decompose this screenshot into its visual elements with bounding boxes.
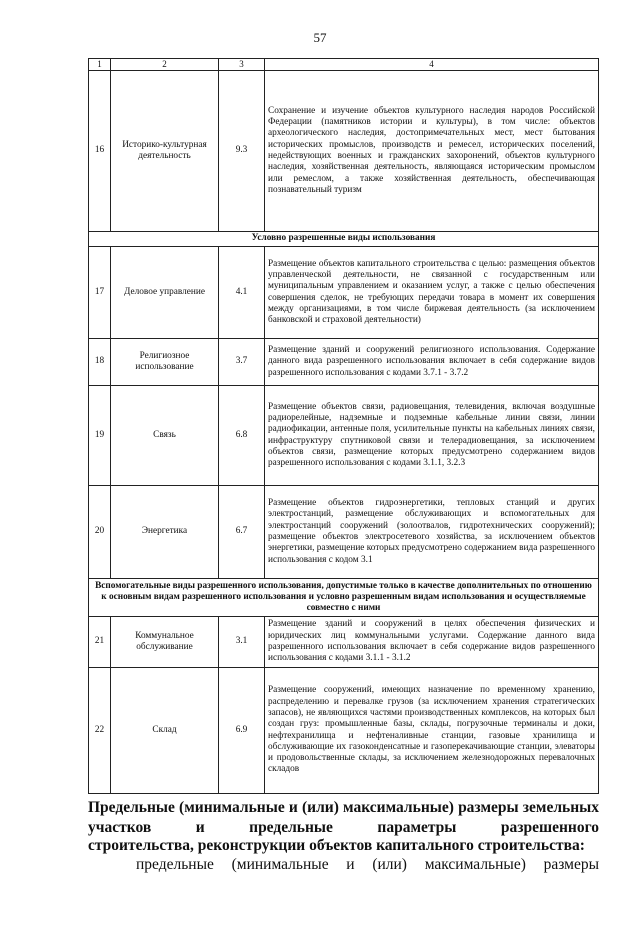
- row-number: 20: [89, 486, 111, 579]
- table-row: [89, 386, 599, 486]
- land-use-code: 6.8: [219, 386, 265, 486]
- land-use-description: Размещение зданий и сооружений религиозного использования. Содержание данного вида разрешенного использования включает в себя содержание видов разрешенного использования с кодами 3.7.1 - 3.7.2: [265, 339, 599, 386]
- land-use-description: Размещение сооружений, имеющих назначение по временному хранению, распределению и перевалке грузов (за исключением хранения стратегических запасов), не являющихся частями производственных комплексов, на которых был создан груз: промышленные базы, склады, погрузочные терминалы и доки, нефтехранилища и нефтеналивные станции, газовые хранилища и обслуживающие их газоконденсатные и газоперекачивающие станции, элеваторы и продовольственные склады, за исключением железнодорожных перевалочных складов: [265, 668, 599, 794]
- land-use-description: Размещение объектов капитального строительства с целью: размещения объектов управленческой деятельности, не связанной с государственным или муниципальным управлением и оказанием услуг, а также с целью обеспечения совершения сделок, не требующих передачи товара в момент их совершения между организациями, в том числе биржевая деятельность (за исключением банковской и страховой деятельности): [265, 247, 599, 339]
- land-use-name: Деловое управление: [111, 247, 219, 339]
- body-paragraph: предельные (минимальные и (или) максимальные) размеры: [136, 856, 599, 873]
- row-number: 19: [89, 386, 111, 486]
- column-header: 1: [89, 59, 111, 71]
- table-row: [89, 617, 599, 668]
- land-use-description: Размещение объектов связи, радиовещания, телевидения, включая воздушные радиорелейные, надземные и подземные кабельные линии связи, линии радиофикации, антенные поля, усилительные пункты на кабельных линиях связи, инфраструктуру спутниковой связи и телерадиовещания, за исключением объектов связи, размещение которых предусмотрено содержанием видов разрешенного использования с кодами 3.1.1, 3.2.3: [265, 386, 599, 486]
- row-number: 17: [89, 247, 111, 339]
- column-header: 2: [111, 59, 219, 71]
- land-use-name: Связь: [111, 386, 219, 486]
- table-row: [89, 486, 599, 579]
- table-row: [89, 71, 599, 232]
- land-use-code: 4.1: [219, 247, 265, 339]
- land-use-code: 6.9: [219, 668, 265, 794]
- table-header-row: [89, 59, 599, 71]
- land-use-name: Религиозное использование: [111, 339, 219, 386]
- row-number: 22: [89, 668, 111, 794]
- column-header: 4: [265, 59, 599, 71]
- section-heading: Предельные (минимальные и (или) максимальные) размеры земельных участков и предельные параметры разрешенного: [88, 799, 599, 836]
- section-row: [89, 232, 599, 247]
- section-title: Условно разрешенные виды использования: [89, 232, 599, 247]
- land-use-name: Историко-культурная деятельность: [111, 71, 219, 232]
- land-use-code: 3.1: [219, 617, 265, 668]
- column-header: 3: [219, 59, 265, 71]
- section-row: [89, 579, 599, 617]
- land-use-name: Коммунальное обслуживание: [111, 617, 219, 668]
- land-use-description: Размещение зданий и сооружений в целях обеспечения физических и юридических лиц коммунальными услугами. Содержание данного вида разрешенного использования включает в себя содержание видов разрешенного использования с кодами 3.1.1 - 3.1.2: [265, 617, 599, 668]
- land-use-code: 3.7: [219, 339, 265, 386]
- land-use-code: 9.3: [219, 71, 265, 232]
- table-row: [89, 247, 599, 339]
- land-use-name: Энергетика: [111, 486, 219, 579]
- land-use-table: [88, 58, 599, 794]
- row-number: 16: [89, 71, 111, 232]
- table-row: [89, 339, 599, 386]
- land-use-code: 6.7: [219, 486, 265, 579]
- row-number: 21: [89, 617, 111, 668]
- section-heading-end: строительства, реконструкции объектов капитального строительства:: [88, 837, 585, 854]
- page-number: 57: [313, 30, 327, 45]
- land-use-name: Склад: [111, 668, 219, 794]
- table-row: [89, 668, 599, 794]
- section-title: Вспомогательные виды разрешенного использования, допустимые только в качестве дополнительных по отношению к основным видам разрешенного использования и условно разрешенным видам использования и осуществляемые совместно с ними: [89, 579, 599, 617]
- row-number: 18: [89, 339, 111, 386]
- land-use-description: Размещение объектов гидроэнергетики, тепловых станций и других электростанций, размещение обслуживающих и вспомогательных для электростанций сооружений (золоотвалов, гидротехнических сооружений); размещение объектов электросетевого хозяйства, за исключением объектов энергетики, размещение которых предусмотрено содержанием вида разрешенного использования с кодом 3.1: [265, 486, 599, 579]
- land-use-description: Сохранение и изучение объектов культурного наследия народов Российской Федерации (памятников истории и культуры), в том числе: объектов археологического наследия, достопримечательных мест, мест бытования исторических промыслов, производств и ремесел, исторических поселений, недействующих военных и гражданских захоронений, объектов культурного наследия, хозяйственная деятельность, являющаяся историческим промыслом или ремеслом, а также хозяйственная деятельность, обеспечивающая познавательный туризм: [265, 71, 599, 232]
